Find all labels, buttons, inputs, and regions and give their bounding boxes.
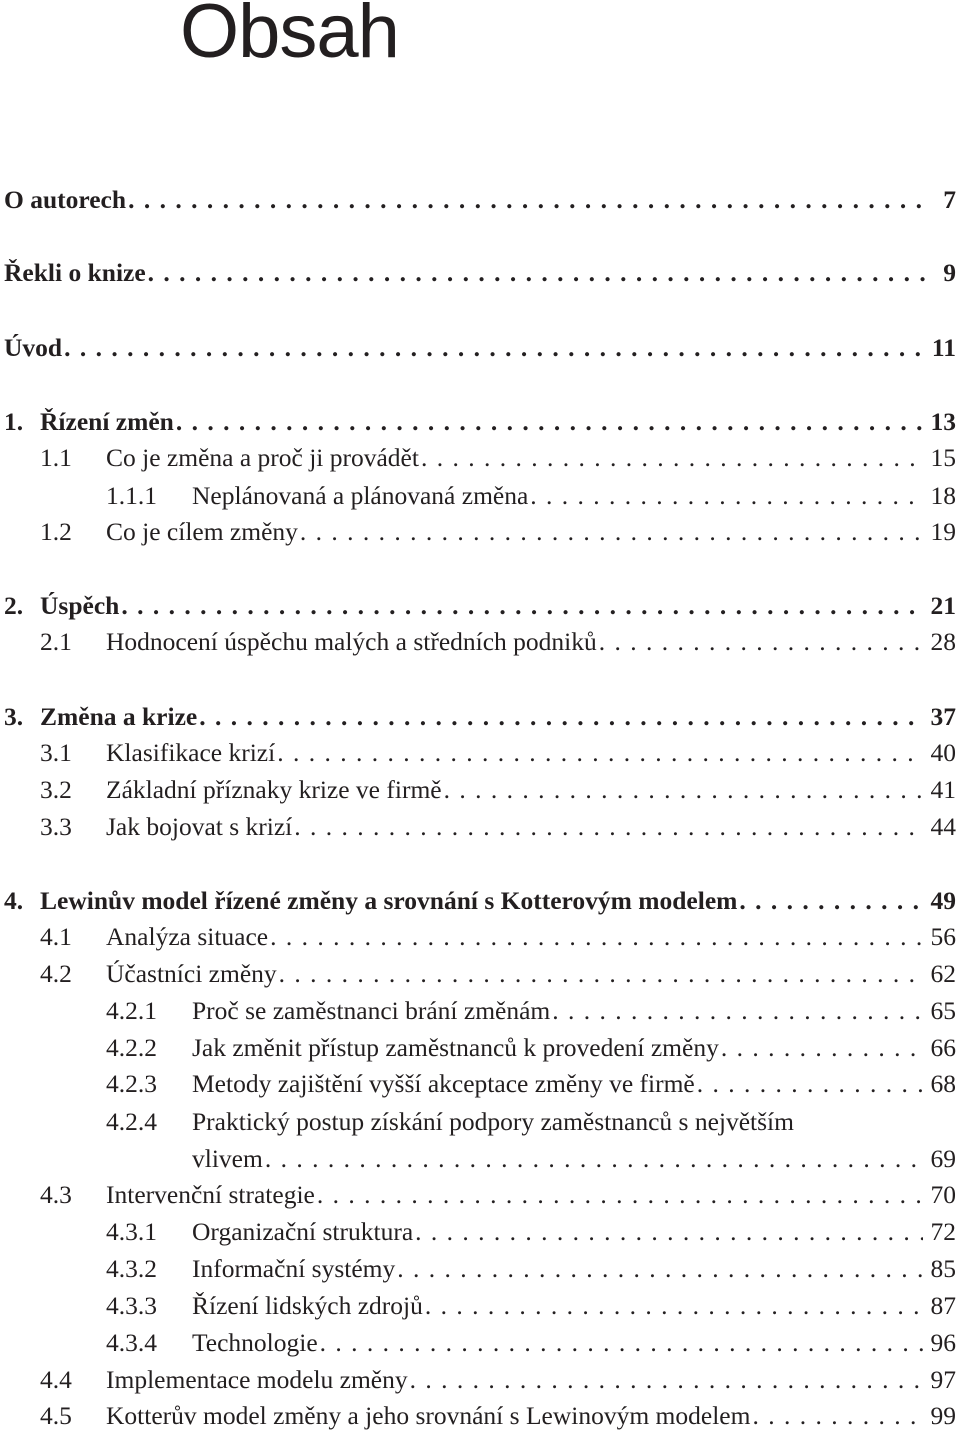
dot-leader bbox=[444, 773, 923, 807]
toc-entry-page: 69 bbox=[930, 1144, 956, 1173]
toc-entry-number: 4.2.4 bbox=[106, 1107, 157, 1136]
toc-entry-number: 4.3.2 bbox=[106, 1254, 157, 1283]
dot-leader bbox=[199, 700, 922, 734]
dot-leader bbox=[530, 479, 922, 513]
toc-entry-number: 4.2.2 bbox=[106, 1033, 157, 1062]
dot-leader bbox=[300, 515, 923, 549]
toc-entry-page: 15 bbox=[930, 443, 956, 472]
toc-entry-title: O autorech bbox=[4, 185, 127, 214]
toc-entry-title: Jak bojovat s krizí bbox=[106, 812, 293, 841]
toc-entry-rekli-o-knize[interactable] bbox=[0, 256, 956, 290]
toc-entry-title: Organizační struktura bbox=[192, 1217, 414, 1246]
toc-entry-page: 41 bbox=[930, 775, 956, 804]
toc-entry-title: Intervenční strategie bbox=[106, 1180, 315, 1209]
toc-entry-4-1[interactable] bbox=[0, 920, 956, 954]
toc-entry-number: 1.2 bbox=[40, 517, 72, 546]
dot-leader bbox=[277, 736, 922, 770]
toc-entry-page: 40 bbox=[930, 738, 956, 767]
toc-entry-4-3-4[interactable] bbox=[0, 1326, 956, 1360]
toc-entry-page: 87 bbox=[930, 1291, 956, 1320]
toc-entry-4-3-3[interactable] bbox=[0, 1289, 956, 1323]
toc-entry-chapter-1[interactable] bbox=[0, 405, 956, 439]
toc-entry-3-1[interactable] bbox=[0, 736, 956, 770]
toc-entry-number: 1. bbox=[4, 407, 24, 436]
dot-leader bbox=[415, 1215, 922, 1249]
toc-entry-1-2[interactable] bbox=[0, 515, 956, 549]
toc-entry-number: 1.1 bbox=[40, 443, 72, 472]
toc-entry-page: 37 bbox=[930, 702, 956, 731]
dot-leader bbox=[320, 1326, 923, 1360]
dot-leader bbox=[421, 441, 923, 475]
toc-entry-title: Technologie bbox=[192, 1328, 318, 1357]
toc-entry-page: 21 bbox=[930, 591, 956, 620]
toc-entry-number: 3.3 bbox=[40, 812, 72, 841]
toc-entry-page: 72 bbox=[930, 1217, 956, 1246]
toc-entry-number: 4.4 bbox=[40, 1365, 72, 1394]
toc-entry-title: Jak změnit přístup zaměstnanců k provedení změny bbox=[192, 1033, 719, 1062]
toc-entry-title: Účastníci změny bbox=[106, 959, 277, 988]
dot-leader bbox=[265, 1142, 923, 1176]
toc-entry-title: Co je změna a proč ji provádět bbox=[106, 443, 419, 472]
toc-entry-title: Praktický postup získání podpory zaměstnanců s největším bbox=[192, 1107, 794, 1136]
dot-leader bbox=[270, 920, 922, 954]
toc-entry-page: 97 bbox=[930, 1365, 956, 1394]
toc-entry-1-1-1[interactable] bbox=[0, 479, 956, 513]
toc-entry-page: 49 bbox=[930, 886, 956, 915]
toc-entry-title: Kotterův model změny a jeho srovnání s Lewinovým modelem bbox=[106, 1401, 751, 1430]
toc-entry-number: 3.2 bbox=[40, 775, 72, 804]
toc-entry-title: Řekli o knize bbox=[4, 258, 146, 287]
dot-leader bbox=[752, 1399, 922, 1433]
toc-entry-4-4[interactable] bbox=[0, 1363, 956, 1397]
toc-entry-chapter-4[interactable] bbox=[0, 884, 956, 918]
dot-leader bbox=[397, 1252, 922, 1286]
toc-entry-4-2-2[interactable] bbox=[0, 1031, 956, 1065]
toc-entry-number: 2. bbox=[4, 591, 24, 620]
toc-entry-title: Řízení změn bbox=[40, 407, 174, 436]
toc-entry-4-2[interactable] bbox=[0, 957, 956, 991]
toc-entry-page: 44 bbox=[930, 812, 956, 841]
toc-entry-number: 4.1 bbox=[40, 922, 72, 951]
toc-entry-title: Proč se zaměstnanci brání změnám bbox=[192, 996, 551, 1025]
toc-entry-3-2[interactable] bbox=[0, 773, 956, 807]
toc-entry-title: Co je cílem změny bbox=[106, 517, 298, 546]
toc-entry-page: 65 bbox=[930, 996, 956, 1025]
toc-entry-4-2-4[interactable] bbox=[106, 1105, 794, 1139]
dot-leader bbox=[552, 994, 922, 1028]
toc-entry-page: 13 bbox=[930, 407, 956, 436]
dot-leader bbox=[599, 625, 923, 659]
toc-entry-title: Implementace modelu změny bbox=[106, 1365, 408, 1394]
toc-entry-number: 1.1.1 bbox=[106, 481, 157, 510]
toc-entry-chapter-2[interactable] bbox=[0, 589, 956, 623]
toc-entry-number: 4.5 bbox=[40, 1401, 72, 1430]
toc-entry-page: 66 bbox=[930, 1033, 956, 1062]
toc-entry-page: 96 bbox=[930, 1328, 956, 1357]
toc-entry-page: 28 bbox=[930, 627, 956, 656]
toc-entry-title: Metody zajištění vyšší akceptace změny ve firmě bbox=[192, 1069, 695, 1098]
toc-entry-number: 4. bbox=[4, 886, 24, 915]
toc-entry-number: 4.3.1 bbox=[106, 1217, 157, 1246]
toc-entry-4-5[interactable] bbox=[0, 1399, 956, 1433]
toc-entry-title-continuation: vlivem bbox=[192, 1144, 263, 1173]
toc-entry-title: Klasifikace krizí bbox=[106, 738, 276, 767]
toc-entry-3-3[interactable] bbox=[0, 810, 956, 844]
toc-entry-page: 11 bbox=[931, 333, 956, 362]
toc-entry-title: Informační systémy bbox=[192, 1254, 396, 1283]
toc-entry-page: 68 bbox=[930, 1069, 956, 1098]
toc-entry-4-2-3[interactable] bbox=[0, 1067, 956, 1101]
toc-entry-page: 18 bbox=[930, 481, 956, 510]
toc-entry-title: Lewinův model řízené změny a srovnání s Kotterovým modelem bbox=[40, 886, 738, 915]
toc-entry-title: Neplánovaná a plánovaná změna bbox=[192, 481, 529, 510]
toc-entry-4-2-1[interactable] bbox=[0, 994, 956, 1028]
dot-leader bbox=[176, 405, 923, 439]
dot-leader bbox=[148, 256, 926, 290]
toc-entry-2-1[interactable] bbox=[0, 625, 956, 659]
page-title: Obsah bbox=[180, 0, 399, 74]
toc-entry-page: 70 bbox=[930, 1180, 956, 1209]
dot-leader bbox=[410, 1363, 923, 1397]
toc-entry-page: 56 bbox=[930, 922, 956, 951]
toc-entry-page: 19 bbox=[930, 517, 956, 546]
toc-entry-title: Základní příznaky krize ve firmě bbox=[106, 775, 442, 804]
dot-leader bbox=[425, 1289, 923, 1323]
toc-entry-title: Analýza situace bbox=[106, 922, 269, 951]
dot-leader bbox=[121, 589, 922, 623]
toc-entry-number: 4.2.3 bbox=[106, 1069, 157, 1098]
toc-entry-number: 4.3.3 bbox=[106, 1291, 157, 1320]
toc-entry-1-1[interactable] bbox=[0, 441, 956, 475]
toc-entry-number: 4.2 bbox=[40, 959, 72, 988]
toc-entry-title: Úvod bbox=[4, 333, 63, 362]
toc-entry-number: 4.3 bbox=[40, 1180, 72, 1209]
dot-leader bbox=[721, 1031, 923, 1065]
toc-entry-title: Změna a krize bbox=[40, 702, 198, 731]
toc-entry-chapter-3[interactable] bbox=[0, 700, 956, 734]
toc-entry-page: 7 bbox=[943, 185, 956, 214]
toc-entry-number: 3.1 bbox=[40, 738, 72, 767]
toc-entry-page: 9 bbox=[943, 258, 956, 287]
dot-leader bbox=[279, 957, 923, 991]
dot-leader bbox=[294, 810, 922, 844]
toc-entry-4-3[interactable] bbox=[0, 1178, 956, 1212]
toc-entry-4-3-1[interactable] bbox=[0, 1215, 956, 1249]
toc-entry-number: 3. bbox=[4, 702, 24, 731]
dot-leader bbox=[697, 1067, 923, 1101]
toc-entry-page: 99 bbox=[930, 1401, 956, 1430]
toc-entry-number: 4.3.4 bbox=[106, 1328, 157, 1357]
dot-leader bbox=[317, 1178, 923, 1212]
dot-leader bbox=[64, 331, 924, 365]
toc-entry-o-autorech[interactable] bbox=[0, 183, 956, 217]
toc-entry-title: Úspěch bbox=[40, 591, 120, 620]
toc-entry-number: 4.2.1 bbox=[106, 996, 157, 1025]
toc-entry-page: 62 bbox=[930, 959, 956, 988]
toc-entry-number: 2.1 bbox=[40, 627, 72, 656]
dot-leader bbox=[739, 884, 922, 918]
toc-entry-uvod[interactable] bbox=[0, 331, 956, 365]
toc-entry-4-2-4-continuation[interactable] bbox=[0, 1142, 956, 1176]
toc-entry-page: 85 bbox=[930, 1254, 956, 1283]
dot-leader bbox=[128, 183, 926, 217]
toc-entry-title: Řízení lidských zdrojů bbox=[192, 1291, 423, 1320]
toc-entry-4-3-2[interactable] bbox=[0, 1252, 956, 1286]
toc-entry-title: Hodnocení úspěchu malých a středních podniků bbox=[106, 627, 597, 656]
